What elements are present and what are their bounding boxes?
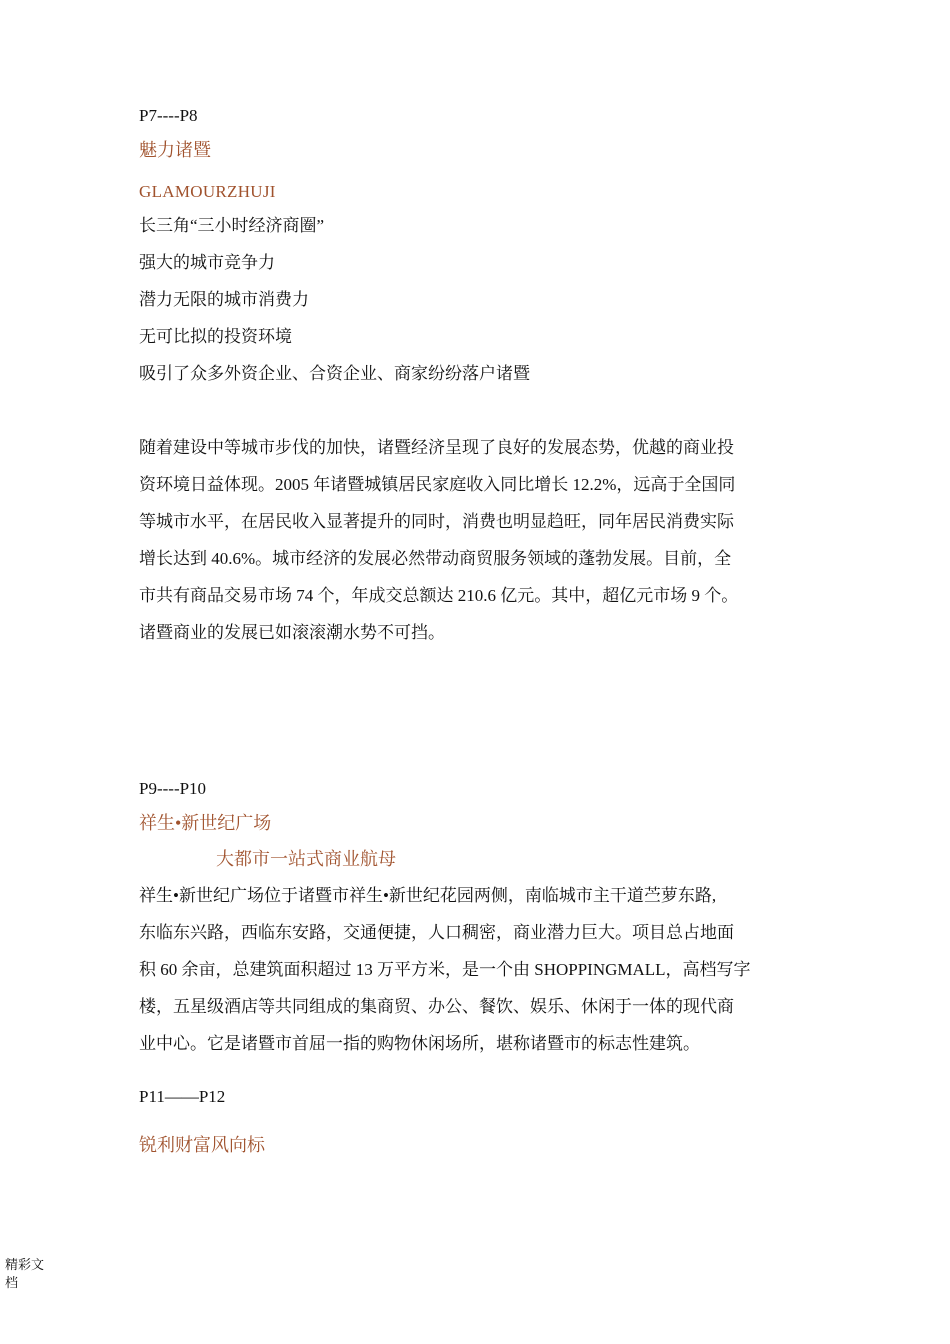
paragraph-line: 祥生•新世纪广场位于诸暨市祥生•新世纪花园两侧，南临城市主干道苎萝东路, [139,886,717,905]
section-title-xiangsheng-plaza: 祥生•新世纪广场 [139,813,272,833]
bullet-item: 强大的城市竞争力 [139,253,275,272]
paragraph-line: 等城市水平，在居民收入显著提升的同时，消费也明显趋旺，同年居民消费实际 [139,512,734,531]
paragraph-line: 增长达到 40.6%。城市经济的发展必然带动商贸服务领域的蓬勃发展。目前，全 [139,549,732,568]
paragraph-line: 积 60 余亩，总建筑面积超过 13 万平方米，是一个由 SHOPPINGMALL，高档写字 [139,960,751,979]
section-subtitle-glamourzhuji: GLAMOURZHUJI [139,182,276,201]
bullet-item: 吸引了众多外资企业、合资企业、商家纷纷落户诸暨 [139,364,530,383]
page-ref-p11-p12: P11——P12 [139,1087,226,1106]
bullet-item: 潜力无限的城市消费力 [139,290,309,309]
paragraph-line: 楼，五星级酒店等共同组成的集商贸、办公、餐饮、娱乐、休闲于一体的现代商 [139,997,734,1016]
paragraph-line: 东临东兴路，西临东安路，交通便捷，人口稠密，商业潜力巨大。项目总占地面 [139,923,734,942]
section-title-wealth-vane: 锐利财富风向标 [139,1135,265,1155]
page-ref-p7-p8: P7----P8 [139,106,198,125]
page-ref-p9-p10: P9----P10 [139,779,207,798]
paragraph-line: 业中心。它是诸暨市首屈一指的购物休闲场所，堪称诸暨市的标志性建筑。 [139,1034,700,1053]
paragraph-line: 随着建设中等城市步伐的加快，诸暨经济呈现了良好的发展态势，优越的商业投 [139,438,734,457]
paragraph-line: 资环境日益体现。2005 年诸暨城镇居民家庭收入同比增长 12.2%，远高于全国同 [139,475,736,494]
paragraph-line: 市共有商品交易市场 74 个，年成交总额达 210.6 亿元。其中，超亿元市场 9 个。 [139,586,739,605]
footer-label: 精彩文档 [5,1257,45,1290]
section-subtitle-commercial-flagship: 大都市一站式商业航母 [216,849,396,869]
bullet-item: 长三角“三小时经济商圈” [139,216,325,235]
section-title-glamour-zhuji: 魅力诸暨 [139,140,211,160]
bullet-item: 无可比拟的投资环境 [139,327,292,346]
paragraph-line: 诸暨商业的发展已如滚滚潮水势不可挡。 [139,623,445,642]
